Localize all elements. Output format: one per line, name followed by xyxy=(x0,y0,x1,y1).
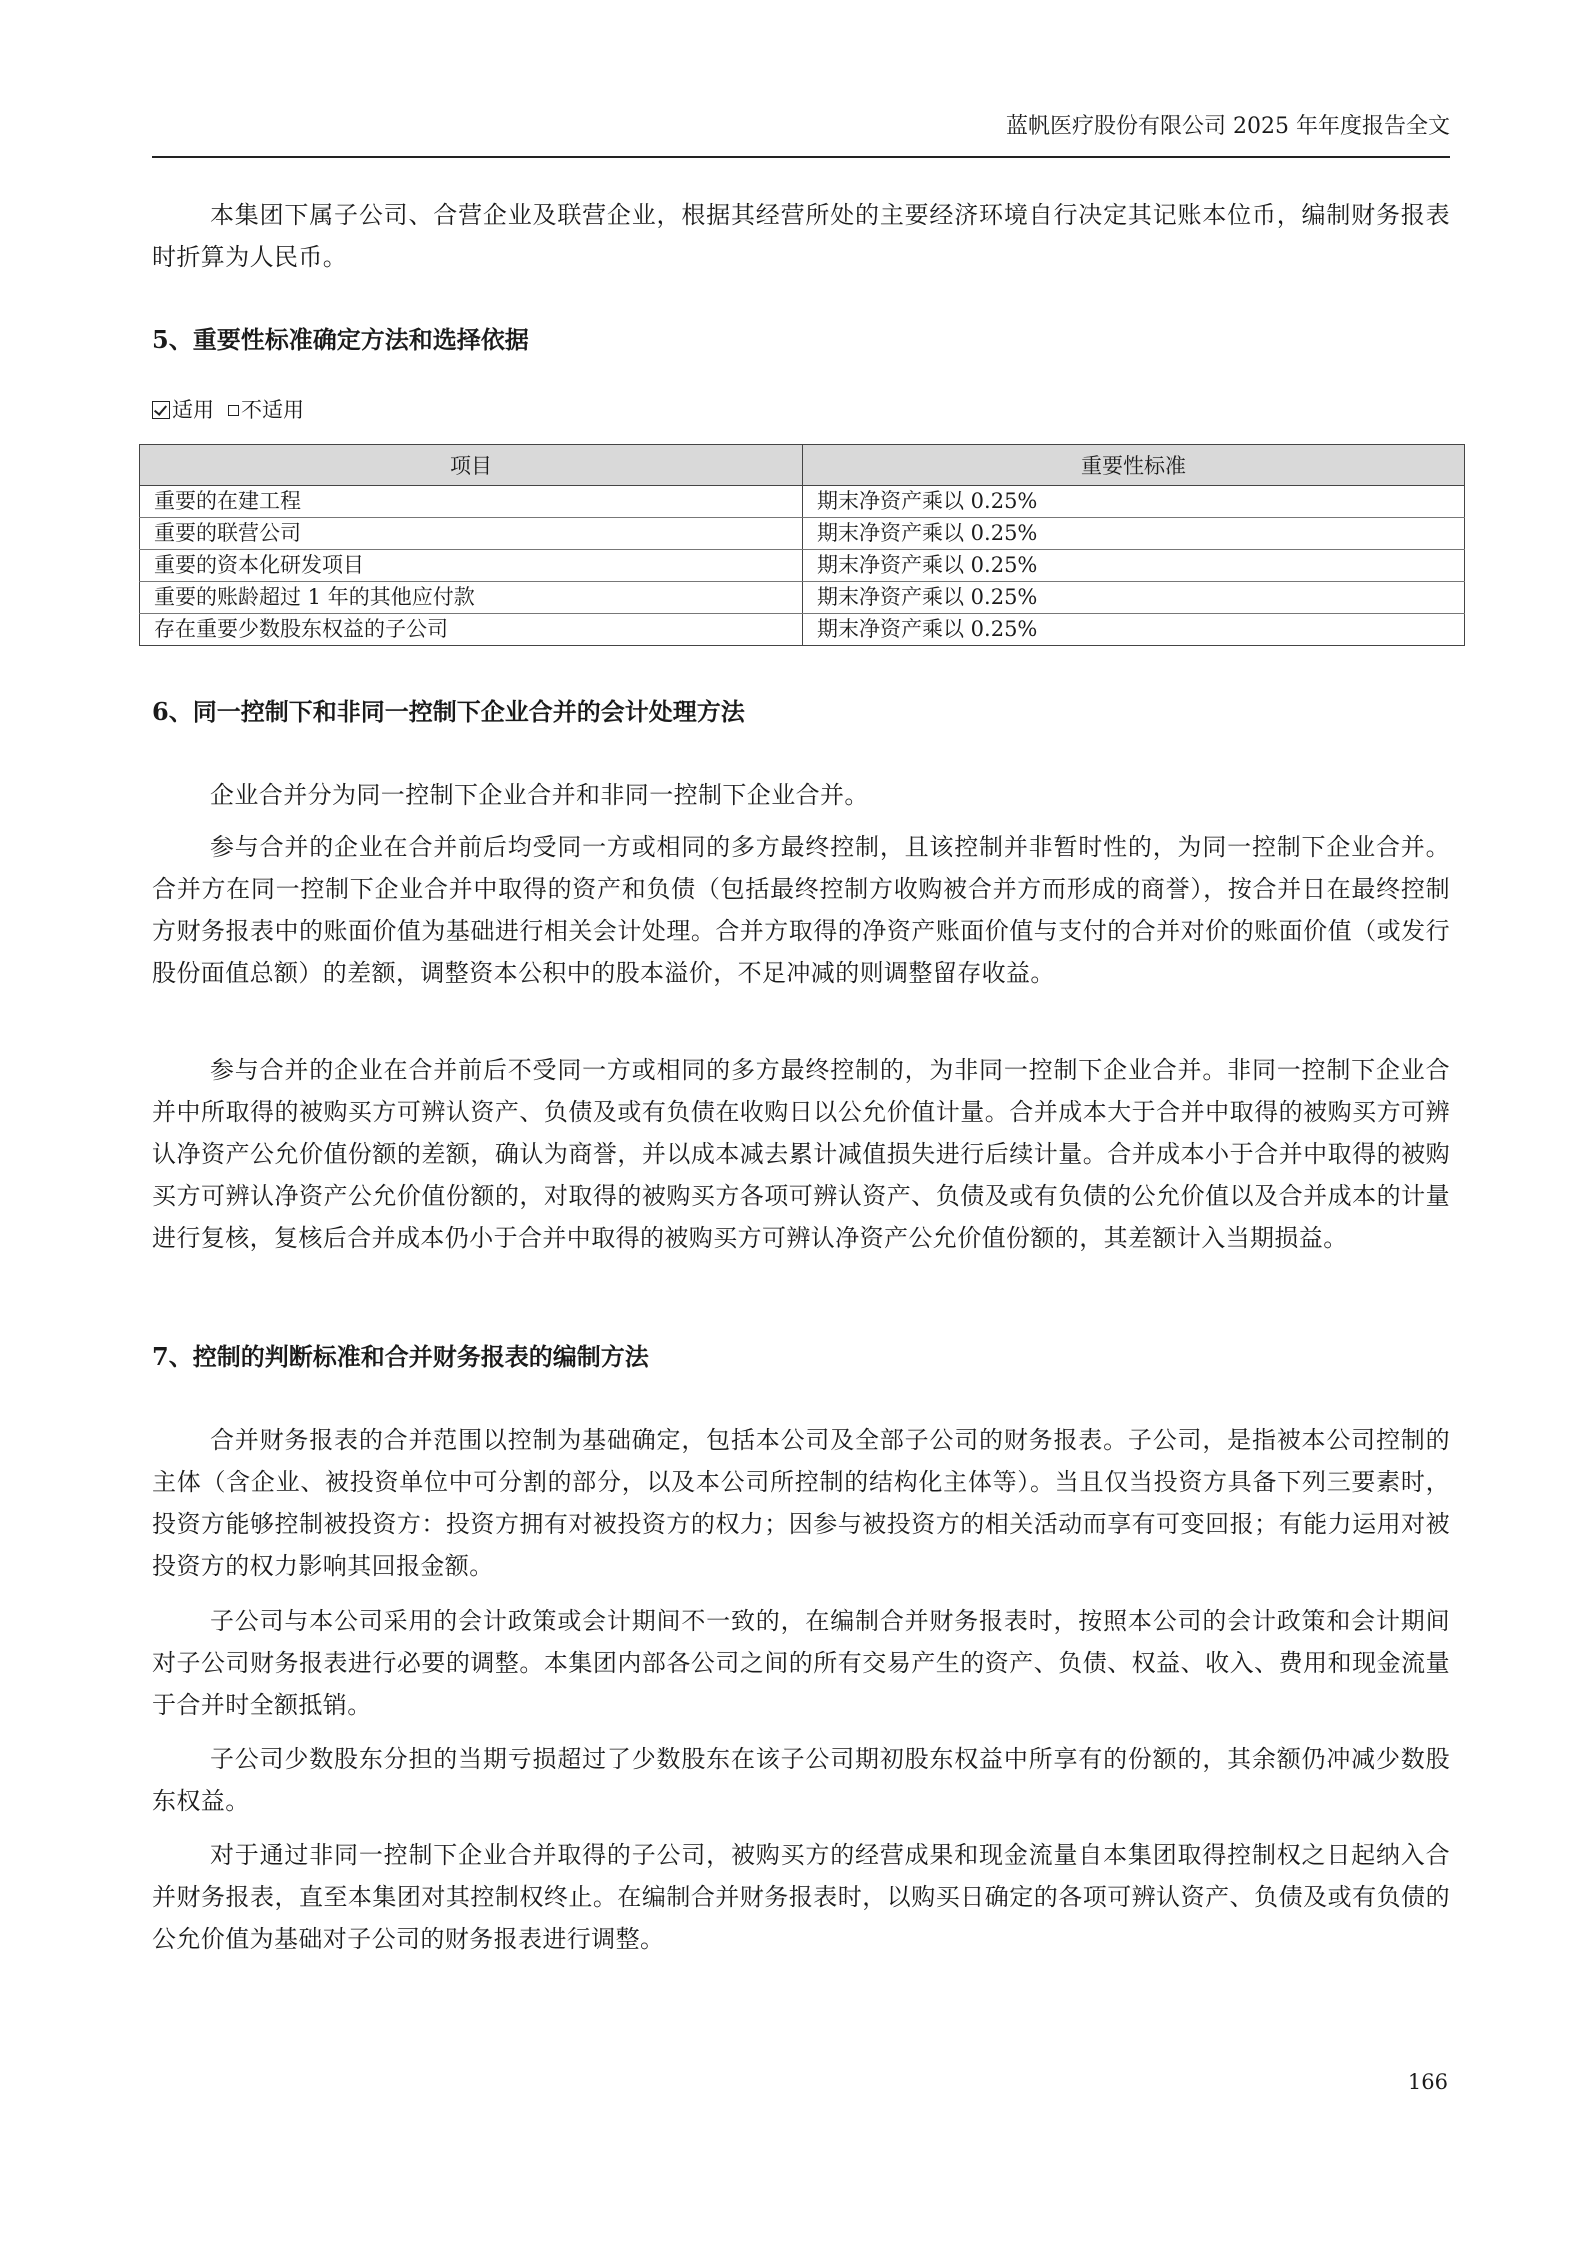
section-6-paragraph-2: 参与合并的企业在合并前后均受同一方或相同的多方最终控制，且该控制并非暂时性的，为同一控制下企业合并。合并方在同一控制下企业合并中取得的资产和负债（包括最终控制方收购被合并方而形成的商誉），按合并日在最终控制方财务报表中的账面价值为基础进行相关会计处理。合并方取得的净资产账面价值与支付的合并对价的账面价值（或发行股份面值总额）的差额，调整资本公积中的股本溢价，不足冲减的则调整留存收益。 xyxy=(152,833,1450,987)
applicable-label: 适用 xyxy=(172,398,214,422)
page-number: 166 xyxy=(1407,2070,1448,2094)
page-header xyxy=(152,112,1450,158)
table-row xyxy=(140,486,1465,518)
table-header-row xyxy=(140,445,1465,486)
section-7-paragraph-2: 子公司与本公司采用的会计政策或会计期间不一致的，在编制合并财务报表时，按照本公司的会计政策和会计期间对子公司财务报表进行必要的调整。本集团内部各公司之间的所有交易产生的资产、负债、权益、收入、费用和现金流量于合并时全额抵销。 xyxy=(152,1607,1450,1719)
table-row xyxy=(140,614,1465,646)
table-cell-standard: 期末净资产乘以 0.25% xyxy=(803,550,1465,582)
table-cell-standard: 期末净资产乘以 0.25% xyxy=(803,582,1465,614)
column-header-item: 项目 xyxy=(140,445,803,486)
section-5-heading: 5、重要性标准确定方法和选择依据 xyxy=(152,325,529,354)
report-title: 蓝帆医疗股份有限公司 2025 年年度报告全文 xyxy=(1006,114,1450,139)
table-cell-item: 重要的在建工程 xyxy=(140,486,803,518)
section-7-paragraph-1: 合并财务报表的合并范围以控制为基础确定，包括本公司及全部子公司的财务报表。子公司，是指被本公司控制的主体（含企业、被投资单位中可分割的部分，以及本公司所控制的结构化主体等）。当且仅当投资方具备下列三要素时，投资方能够控制被投资方：投资方拥有对被投资方的权力；因参与被投资方的相关活动而享有可变回报；有能力运用对被投资方的权力影响其回报金额。 xyxy=(152,1426,1450,1580)
not-applicable-label: 不适用 xyxy=(241,398,304,422)
applicability-options xyxy=(152,396,304,424)
table-row xyxy=(140,550,1465,582)
table-cell-standard: 期末净资产乘以 0.25% xyxy=(803,518,1465,550)
not-applicable-checkbox[interactable] xyxy=(228,405,239,416)
materiality-table xyxy=(139,444,1465,646)
table-cell-standard: 期末净资产乘以 0.25% xyxy=(803,614,1465,646)
intro-paragraph: 本集团下属子公司、合营企业及联营企业，根据其经营所处的主要经济环境自行决定其记账本位币，编制财务报表时折算为人民币。 xyxy=(152,201,1450,271)
table-cell-item: 重要的资本化研发项目 xyxy=(140,550,803,582)
table-row xyxy=(140,518,1465,550)
section-7-heading: 7、控制的判断标准和合并财务报表的编制方法 xyxy=(152,1342,649,1371)
table-cell-standard: 期末净资产乘以 0.25% xyxy=(803,486,1465,518)
section-7-paragraph-4: 对于通过非同一控制下企业合并取得的子公司，被购买方的经营成果和现金流量自本集团取得控制权之日起纳入合并财务报表，直至本集团对其控制权终止。在编制合并财务报表时，以购买日确定的各项可辨认资产、负债及或有负债的公允价值为基础对子公司的财务报表进行调整。 xyxy=(152,1841,1450,1953)
section-7-paragraph-3: 子公司少数股东分担的当期亏损超过了少数股东在该子公司期初股东权益中所享有的份额的，其余额仍冲减少数股东权益。 xyxy=(152,1745,1450,1815)
section-6-paragraph-1: 企业合并分为同一控制下企业合并和非同一控制下企业合并。 xyxy=(210,781,869,809)
section-6-paragraph-3: 参与合并的企业在合并前后不受同一方或相同的多方最终控制的，为非同一控制下企业合并。非同一控制下企业合并中所取得的被购买方可辨认资产、负债及或有负债在收购日以公允价值计量。合并成本大于合并中取得的被购买方可辨认净资产公允价值份额的差额，确认为商誉，并以成本减去累计减值损失进行后续计量。合并成本小于合并中取得的被购买方可辨认净资产公允价值份额的，对取得的被购买方各项可辨认资产、负债及或有负债的公允价值以及合并成本的计量进行复核，复核后合并成本仍小于合并中取得的被购买方可辨认净资产公允价值份额的，其差额计入当期损益。 xyxy=(152,1056,1450,1252)
table-row xyxy=(140,582,1465,614)
section-6-heading: 6、同一控制下和非同一控制下企业合并的会计处理方法 xyxy=(152,697,745,726)
column-header-standard: 重要性标准 xyxy=(803,445,1465,486)
table-cell-item: 重要的联营公司 xyxy=(140,518,803,550)
table-cell-item: 存在重要少数股东权益的子公司 xyxy=(140,614,803,646)
table-cell-item: 重要的账龄超过 1 年的其他应付款 xyxy=(140,582,803,614)
applicable-checkbox[interactable] xyxy=(152,401,170,419)
